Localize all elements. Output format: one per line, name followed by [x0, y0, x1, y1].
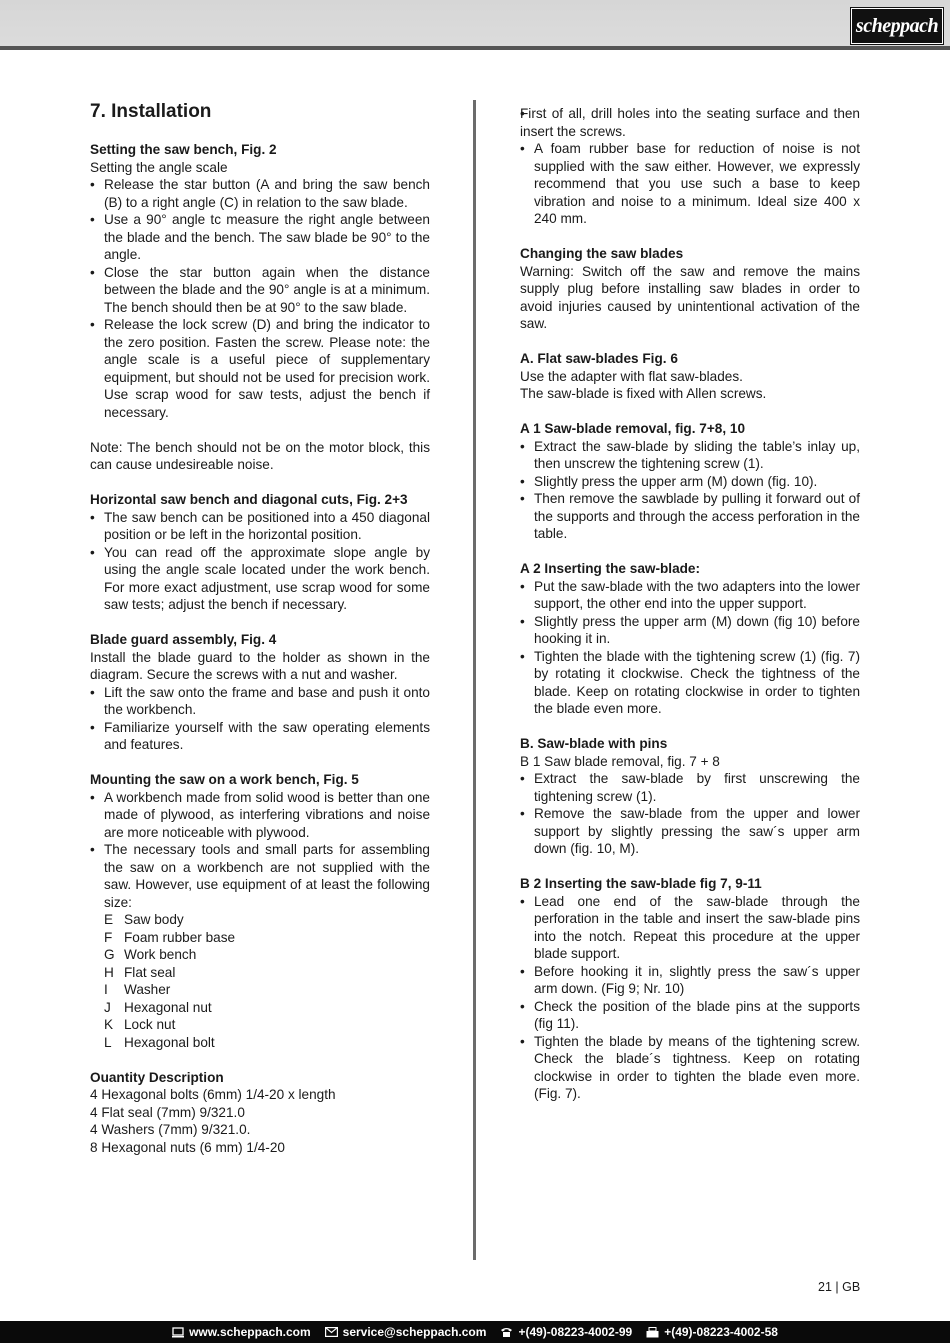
warning-text: Warning: Switch off the saw and remove the mains supply plug before installing saw blades in order to avoid injuries caused by unintentional activation of the saw. — [520, 263, 860, 331]
footer-bar — [0, 1321, 950, 1343]
bullet-list — [90, 789, 430, 912]
bullet-list — [520, 893, 860, 1103]
page-number: 21 | GB — [818, 1280, 861, 1294]
parts-item — [104, 911, 430, 929]
bullet-list — [520, 438, 860, 543]
part-name: Work bench — [124, 947, 197, 962]
bullet-item: • Familiarize yourself with the saw operating elements and features. — [90, 719, 430, 754]
parts-item — [104, 981, 430, 999]
section-b2-inserting — [520, 875, 860, 1103]
left-column — [90, 100, 430, 1174]
section-changing-blades — [520, 245, 860, 333]
subsection-heading: A 1 Saw-blade removal, fig. 7+8, 10 — [520, 421, 746, 436]
section-blade-guard — [90, 631, 430, 754]
subsection-heading: Ouantity Description — [90, 1069, 224, 1085]
bullet-item: • A foam rubber base for reduction of noise is not supplied with the saw either. However, we expressly recommend that you use such a base to keep vibration and noise to a minimum. Ideal size 400 x 240 mm. — [520, 140, 860, 228]
bullet-list — [90, 684, 430, 754]
column-divider — [473, 100, 476, 1260]
bullet-item: • You can read off the approximate slope angle by using the angle scale located under the work bench. For more exact adjustment, use scrap wood for some saw tests; adjust the bench if necessary. — [90, 544, 430, 614]
bullet-item: • Check the position of the blade pins at the supports (fig 11). — [520, 998, 860, 1033]
phone-text: +(49)-08223-4002-99 — [518, 1325, 633, 1339]
email-text: service@scheppach.com — [342, 1325, 487, 1339]
fax-text: +(49)-08223-4002-58 — [664, 1325, 778, 1339]
parts-item — [104, 1016, 430, 1034]
subsection-heading: Blade guard assembly, Fig. 4 — [90, 632, 277, 647]
bullet-list — [90, 509, 430, 614]
subheading: Setting the angle scale — [90, 159, 228, 175]
part-letter: E — [104, 912, 114, 927]
parts-list — [90, 911, 430, 1051]
section-diagonal-cuts — [90, 491, 430, 614]
bullet-text: First of all, drill holes into the seating surface and then insert the screws. — [520, 106, 860, 139]
subsection-heading: B. Saw-blade with pins — [520, 736, 668, 751]
part-name: Lock nut — [124, 1017, 176, 1032]
footer-website[interactable] — [172, 1325, 311, 1339]
computer-icon — [172, 1327, 184, 1338]
part-name: Saw body — [124, 912, 184, 927]
section-saw-bench — [90, 141, 430, 421]
bullet-item: • Release the star button (A and bring the saw bench (B) to a right angle (C) in relation to the saw blade. — [90, 176, 430, 211]
subheading: B 1 Saw blade removal, fig. 7 + 8 — [520, 753, 720, 769]
part-letter: K — [104, 1017, 114, 1032]
part-name: Hexagonal nut — [124, 999, 212, 1015]
bullet-item: • Remove the saw-blade from the upper and lower support by slightly pressing the saw´s upper arm down (fig. 10, M). — [520, 805, 860, 858]
header-rule — [0, 46, 950, 50]
phone-icon — [500, 1327, 513, 1338]
bullet-item: • Tighten the blade with the tightening screw (1) (fig. 7) by rotating it clockwise. Check the tightness of the blade. Keep on rotating clockwise in order to tighten the blade even more. — [520, 648, 860, 718]
bullet-item: • Use a 90° angle tc measure the right angle between the blade and the bench. The saw blade be 90° to the angle. — [90, 211, 430, 264]
subsection-heading: B 2 Inserting the saw-blade fig 7, 9-11 — [520, 876, 762, 891]
subsection-heading: Horizontal saw bench and diagonal cuts, Fig. 2+3 — [90, 492, 408, 507]
section-title: 7. Installation — [90, 101, 212, 122]
section-a1-removal — [520, 420, 860, 543]
bullet-list — [520, 105, 860, 228]
bullet-item: • The necessary tools and small parts for assembling the saw on a workbench are not supplied with the saw. However, use equipment of at least the following size: — [90, 841, 430, 911]
quantity-line: 4 Flat seal (7mm) 9/321.0 — [90, 1104, 245, 1120]
footer-fax[interactable] — [646, 1325, 778, 1339]
quantity-line: 8 Hexagonal nuts (6 mm) 1/4-20 — [90, 1139, 285, 1155]
part-name: Foam rubber base — [124, 929, 236, 945]
section-intro — [520, 105, 860, 228]
note-text: Note: The bench should not be on the motor block, this can cause undesireable noise. — [90, 439, 430, 472]
bullet-item: • Extract the saw-blade by sliding the table’s inlay up, then unscrew the tightening screw (1). — [520, 438, 860, 473]
scheppach-logo — [851, 8, 943, 44]
bullet-item: • Slightly press the upper arm (M) down (fig. 10). — [520, 473, 860, 491]
part-letter: H — [104, 964, 114, 980]
parts-item — [104, 999, 430, 1017]
bullet-item: • The saw bench can be positioned into a 450 diagonal position or be left in the horizontal position. — [90, 509, 430, 544]
logo-text: scheppach — [855, 14, 939, 37]
bullet-item — [520, 105, 860, 140]
bullet-item: • Lead one end of the saw-blade through the perforation in the table and insert the saw-blade pins into the notch. Repeat this procedure at the upper blade support. — [520, 893, 860, 963]
bullet-item: • Slightly press the upper arm (M) down (fig 10) before hooking it in. — [520, 613, 860, 648]
part-letter: L — [104, 1034, 112, 1050]
part-letter: I — [104, 982, 108, 997]
header-band — [0, 0, 950, 48]
subsection-heading: A 2 Inserting the saw-blade: — [520, 561, 701, 576]
paragraph: Use the adapter with flat saw-blades. — [520, 368, 743, 384]
bullet-item: • A workbench made from solid wood is better than one made of plywood, as interfering vibrations and noise are more noticeable with plywood. — [90, 789, 430, 842]
parts-item — [104, 946, 430, 964]
quantity-line: 4 Hexagonal bolts (6mm) 1/4-20 x length — [90, 1087, 336, 1102]
envelope-icon — [325, 1327, 338, 1337]
section-b-pins — [520, 735, 860, 858]
parts-item — [104, 929, 430, 947]
part-name: Hexagonal bolt — [124, 1034, 215, 1050]
bullet-list — [90, 176, 430, 421]
parts-item — [104, 1034, 430, 1052]
section-a2-inserting — [520, 560, 860, 718]
subsection-heading: A. Flat saw-blades Fig. 6 — [520, 351, 678, 366]
bullet-item: • Lift the saw onto the frame and base and push it onto the workbench. — [90, 684, 430, 719]
part-name: Flat seal — [124, 964, 176, 980]
right-column — [520, 105, 860, 1120]
paragraph: The saw-blade is fixed with Allen screws. — [520, 386, 767, 401]
part-letter: F — [104, 929, 113, 945]
bullet-item: • Close the star button again when the distance between the blade and the 90° angle is at a minimum. The bench should then be at 90° to the saw blade. — [90, 264, 430, 317]
section-mounting — [90, 771, 430, 1051]
bullet-item: • Release the lock screw (D) and bring the indicator to the zero position. Fasten the screw. Please note: the angle scale is a useful piece of supplementary equipment, but should not be used for precision work. Use scrap wood for saw tests, adjust the bench if necessary. — [90, 316, 430, 421]
website-text: www.scheppach.com — [189, 1325, 311, 1339]
footer-phone[interactable] — [500, 1325, 632, 1339]
note-paragraph — [90, 439, 430, 474]
paragraph: Install the blade guard to the holder as shown in the diagram. Secure the screws with a nut and washer. — [90, 649, 430, 682]
part-letter: G — [104, 947, 115, 962]
bullet-list — [520, 578, 860, 718]
part-name: Washer — [124, 982, 171, 997]
bullet-item: • Before hooking it in, slightly press the saw´s upper arm down. (Fig 9; Nr. 10) — [520, 963, 860, 998]
footer-email[interactable] — [325, 1325, 487, 1339]
fax-icon — [646, 1327, 659, 1338]
subsection-heading: Mounting the saw on a work bench, Fig. 5 — [90, 772, 359, 787]
bullet-item: • Then remove the sawblade by pulling it forward out of the supports and through the access perforation in the table. — [520, 490, 860, 543]
section-quantity — [90, 1069, 430, 1157]
quantity-line: 4 Washers (7mm) 9/321.0. — [90, 1122, 251, 1137]
bullet-item: • Tighten the blade by means of the tightening screw. Check the blade´s tightness. Keep on rotating clockwise in order to tighten the blade even more. (Fig. 7). — [520, 1033, 860, 1103]
bullet-item: • Put the saw-blade with the two adapters into the lower support, the other end into the upper support. — [520, 578, 860, 613]
section-flat-blades — [520, 350, 860, 403]
subsection-heading: Changing the saw blades — [520, 246, 684, 261]
bullet-item: • Extract the saw-blade by first unscrewing the tightening screw (1). — [520, 770, 860, 805]
bullet-list — [520, 770, 860, 858]
subsection-heading: Setting the saw bench, Fig. 2 — [90, 142, 277, 157]
part-letter: J — [104, 999, 111, 1015]
parts-item — [104, 964, 430, 982]
